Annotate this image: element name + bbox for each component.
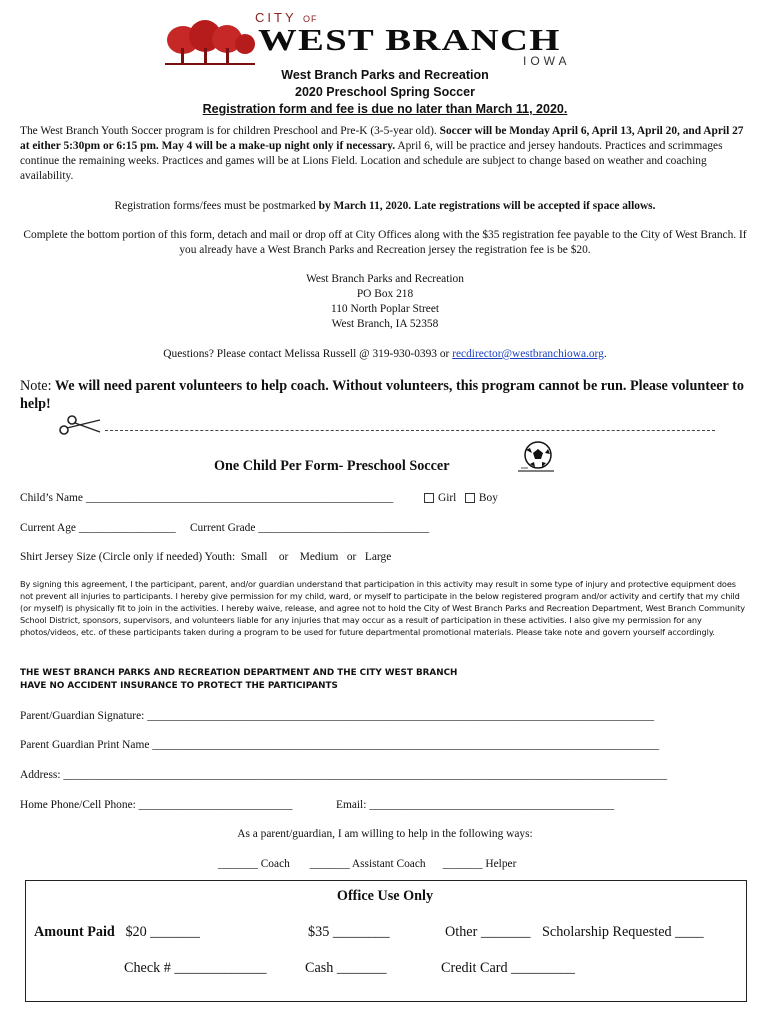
boy-checkbox[interactable] [465,493,475,503]
address-field[interactable]: __________________________________________________________________________________________________________ [63,769,668,781]
insurance-notice: THE WEST BRANCH PARKS AND RECREATION DEPARTMENT AND THE CITY WEST BRANCH HAVE NO ACCIDENT INSURANCE TO PROTECT THE PARTICIPANTS [20,668,458,691]
signature-field[interactable]: _________________________________________________________________________________________ [147,710,655,722]
header-line-3: Registration form and fee is due no later than March 11, 2020. [202,102,568,116]
amount-20: $20 _______ [125,924,200,940]
coach-option[interactable]: _______ Coach [218,858,290,870]
header-line-1: West Branch Parks and Recreation [281,68,489,82]
volunteer-note: Note: We will need parent volunteers to help coach. Without volunteers, this program cannot be run. Please volunteer to help! [20,378,744,412]
print-name-field[interactable]: _________________________________________________________________________________________ [152,739,660,751]
phone-field[interactable]: ___________________________ [138,799,293,811]
size-medium[interactable]: Medium [299,551,339,563]
amount-paid-row: Amount Paid $20 _______ [34,924,200,940]
questions-contact: Questions? Please contact Melissa Russell @ 319-930-0393 or recdirector@westbranchiowa.org. [163,348,607,360]
intro-text-1: The West Branch Youth Soccer program is for children Preschool and Pre-K (3-5-year old). [20,125,437,137]
waiver-text: By signing this agreement, I the participant, parent, and/or guardian understand that participation in this activity may result in some type of injury and protective equipment does not prevent all injuries to participants. I hereby give permission for my child, ward, or myself to participate in the below registered program and/or activity and certify that my child (or myself) is physically fit to join in the activities. I hereby waive, release, and agree not to hold the City of West Branch Parks and Recreation Department, West Branch Community School District, sponsors, supervisors, and volunteers liable for any injuries that may occur as a result of participation in these activities. I also give my permission for any photos/videos, etc. of these participants taken during a program to be used for future departmental promotional materials. Please take note and govern yourself accordingly. [20,579,745,637]
intro-schedule: Soccer will be Monday April 6, April 13, April 20, and April 27 at either 5:30pm or 6:15 pm. May 4 will be a make-up night only if necessary. [20,125,744,152]
phone-row: Home Phone/Cell Phone: ___________________________ [20,799,293,811]
intro-paragraph [20,124,750,184]
child-name-row: Child’s Name ______________________________________________________ [20,492,394,504]
shirt-size-row: Shirt Jersey Size (Circle only if needed) Youth: Small or Medium or Large [20,551,392,563]
address-row: Address: __________________________________________________________________________________________________________ [20,769,668,781]
signature-row: Parent/Guardian Signature: _________________________________________________________________________________________ [20,710,655,722]
assistant-coach-option[interactable]: _______ Assistant Coach [309,858,426,870]
office-title: Office Use Only [336,888,434,904]
amount-35: $35 ________ [308,924,390,940]
soccer-ball-icon [516,440,556,474]
email-link[interactable]: recdirector@westbranchiowa.org [452,348,604,360]
intro-text-2: April 6, will be practice and jersey handouts. Practices and scrimmages continue the remaining weeks. Practices and games will be at Lions Field. Location and schedule are subject to change based on weather and coaching availability. [20,140,723,182]
logo-state: IOWA [523,54,571,68]
cash: Cash _______ [305,960,387,976]
city-logo [165,8,605,68]
postmark-notice: Registration forms/fees must be postmarked by March 11, 2020. Late registrations will be accepted if space allows. [114,200,656,212]
gender-options: Girl Boy [424,492,498,504]
current-age-field[interactable]: _________________ [78,522,176,534]
child-name-field[interactable]: ______________________________________________________ [85,492,394,504]
logo-city-text: CITY OF [255,10,318,25]
cut-line [105,430,715,431]
credit-card: Credit Card _________ [441,960,575,976]
amount-other: Other _______ [445,924,531,940]
check-number: Check # _____________ [124,960,267,976]
email-row: Email: ___________________________________________ [336,799,615,811]
volunteer-options [218,858,516,870]
logo-name: WEST BRANCH [258,22,561,57]
scholarship-requested: Scholarship Requested ____ [542,924,704,940]
volunteer-prompt: As a parent/guardian, I am willing to help in the following ways: [237,828,533,840]
print-name-row: Parent Guardian Print Name _________________________________________________________________________________________ [20,739,660,751]
size-small[interactable]: Small [240,551,268,563]
header-line-2: 2020 Preschool Spring Soccer [295,85,475,99]
age-grade-row: Current Age _________________ Current Grade ______________________________ [20,522,430,534]
helper-option[interactable]: _______ Helper [442,858,517,870]
scissors-icon [58,414,104,438]
current-grade-field[interactable]: ______________________________ [258,522,430,534]
form-title: One Child Per Form- Preschool Soccer [214,458,450,474]
size-large[interactable]: Large [364,551,392,563]
instructions: Complete the bottom portion of this form, detach and mail or drop off at City Offices along with the $35 registration fee payable to the City of West Branch. If you already have a West Branch Parks and Recreation jersey the registration fee is be $20. [23,229,747,256]
mailing-address: West Branch Parks and Recreation PO Box 218 110 North Poplar Street West Branch, IA 52358 [306,273,464,330]
email-field[interactable]: ___________________________________________ [369,799,615,811]
page-header [0,67,770,118]
trees-icon [165,18,255,68]
girl-checkbox[interactable] [424,493,434,503]
